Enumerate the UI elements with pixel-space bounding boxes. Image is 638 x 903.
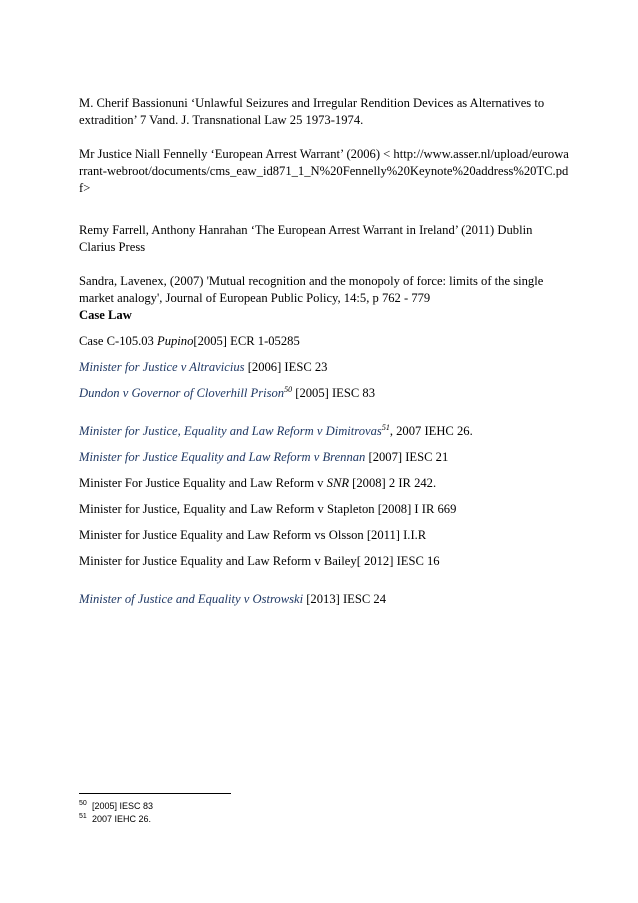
case-pupino-citation: [2005] ECR 1-05285 bbox=[193, 334, 300, 348]
case-snr-citation: [2008] 2 IR 242. bbox=[349, 476, 437, 490]
footnote-ref-50[interactable]: 50 bbox=[284, 384, 293, 394]
case-altravicius-citation: [2006] IESC 23 bbox=[244, 360, 328, 374]
case-dimitrovas-name: Minister for Justice, Equality and Law Reform v Dimitrovas bbox=[79, 424, 382, 438]
case-bailey: Minister for Justice Equality and Law Reform v Bailey[ 2012] IESC 16 bbox=[79, 554, 440, 568]
footnotes bbox=[79, 800, 153, 826]
case-pupino-name: Pupino bbox=[157, 334, 194, 348]
footnote-text: 2007 IEHC 26. bbox=[92, 814, 152, 824]
case-snr bbox=[79, 475, 569, 492]
case-dimitrovas-citation: , 2007 IEHC 26. bbox=[389, 424, 473, 438]
case-dundon-citation: [2005] IESC 83 bbox=[292, 386, 376, 400]
case-brennan-name: Minister for Justice Equality and Law Reform v Brennan bbox=[79, 450, 366, 464]
reference-bassiouni: M. Cherif Bassionuni ‘Unlawful Seizures and Irregular Rendition Devices as Alternatives to extradition’ 7 Vand. J. Transnational Law 25 1973-1974. bbox=[79, 96, 545, 127]
case-dimitrovas bbox=[79, 423, 569, 440]
reference-fennelly: Mr Justice Niall Fennelly ‘European Arrest Warrant’ (2006) < http://www.asser.nl/upload/eurowarrant-webroot/documents/cms_eaw_id871_1_N%20Fennelly%20Keynote%20address%20TC.pdf> bbox=[79, 147, 569, 195]
case-snr-name: SNR bbox=[326, 476, 350, 490]
reference-lavenex: Sandra, Lavenex, (2007) 'Mutual recognition and the monopoly of force: limits of the single market analogy', Journal of European Public Policy, 14:5, p 762 - 779 bbox=[79, 274, 544, 305]
case-altravicius-name: Minister for Justice v Altravicius bbox=[79, 360, 245, 374]
case-brennan bbox=[79, 449, 569, 466]
case-snr-prefix: Minister For Justice Equality and Law Reform v bbox=[79, 476, 327, 490]
case-brennan-citation: [2007] IESC 21 bbox=[365, 450, 449, 464]
case-pupino bbox=[79, 333, 569, 350]
case-pupino-prefix: Case C-105.03 bbox=[79, 334, 158, 348]
case-stapleton: Minister for Justice, Equality and Law Reform v Stapleton [2008] I IR 669 bbox=[79, 502, 457, 516]
footnote-ref-51[interactable]: 51 bbox=[381, 422, 390, 432]
case-ostrowski bbox=[79, 591, 569, 608]
reference-farrell: Remy Farrell, Anthony Hanrahan ‘The European Arrest Warrant in Ireland’ (2011) Dublin Clarius Press bbox=[79, 223, 533, 254]
case-olsson: Minister for Justice Equality and Law Reform vs Olsson [2011] I.I.R bbox=[79, 528, 427, 542]
case-ostrowski-name: Minister of Justice and Equality v Ostrowski bbox=[79, 592, 304, 606]
footnote-divider bbox=[79, 793, 231, 794]
footnote-51: 51 2007 IEHC 26. bbox=[79, 813, 152, 824]
footnote-50: 50 [2005] IESC 83 bbox=[79, 800, 154, 811]
page-content bbox=[79, 95, 569, 608]
case-altravicius bbox=[79, 359, 569, 376]
case-law-heading: Case Law bbox=[79, 308, 132, 322]
case-ostrowski-citation: [2013] IESC 24 bbox=[303, 592, 386, 606]
footnote-text: [2005] IESC 83 bbox=[92, 801, 154, 811]
case-dundon-name: Dundon v Governor of Cloverhill Prison bbox=[79, 386, 285, 400]
case-dundon bbox=[79, 385, 569, 402]
